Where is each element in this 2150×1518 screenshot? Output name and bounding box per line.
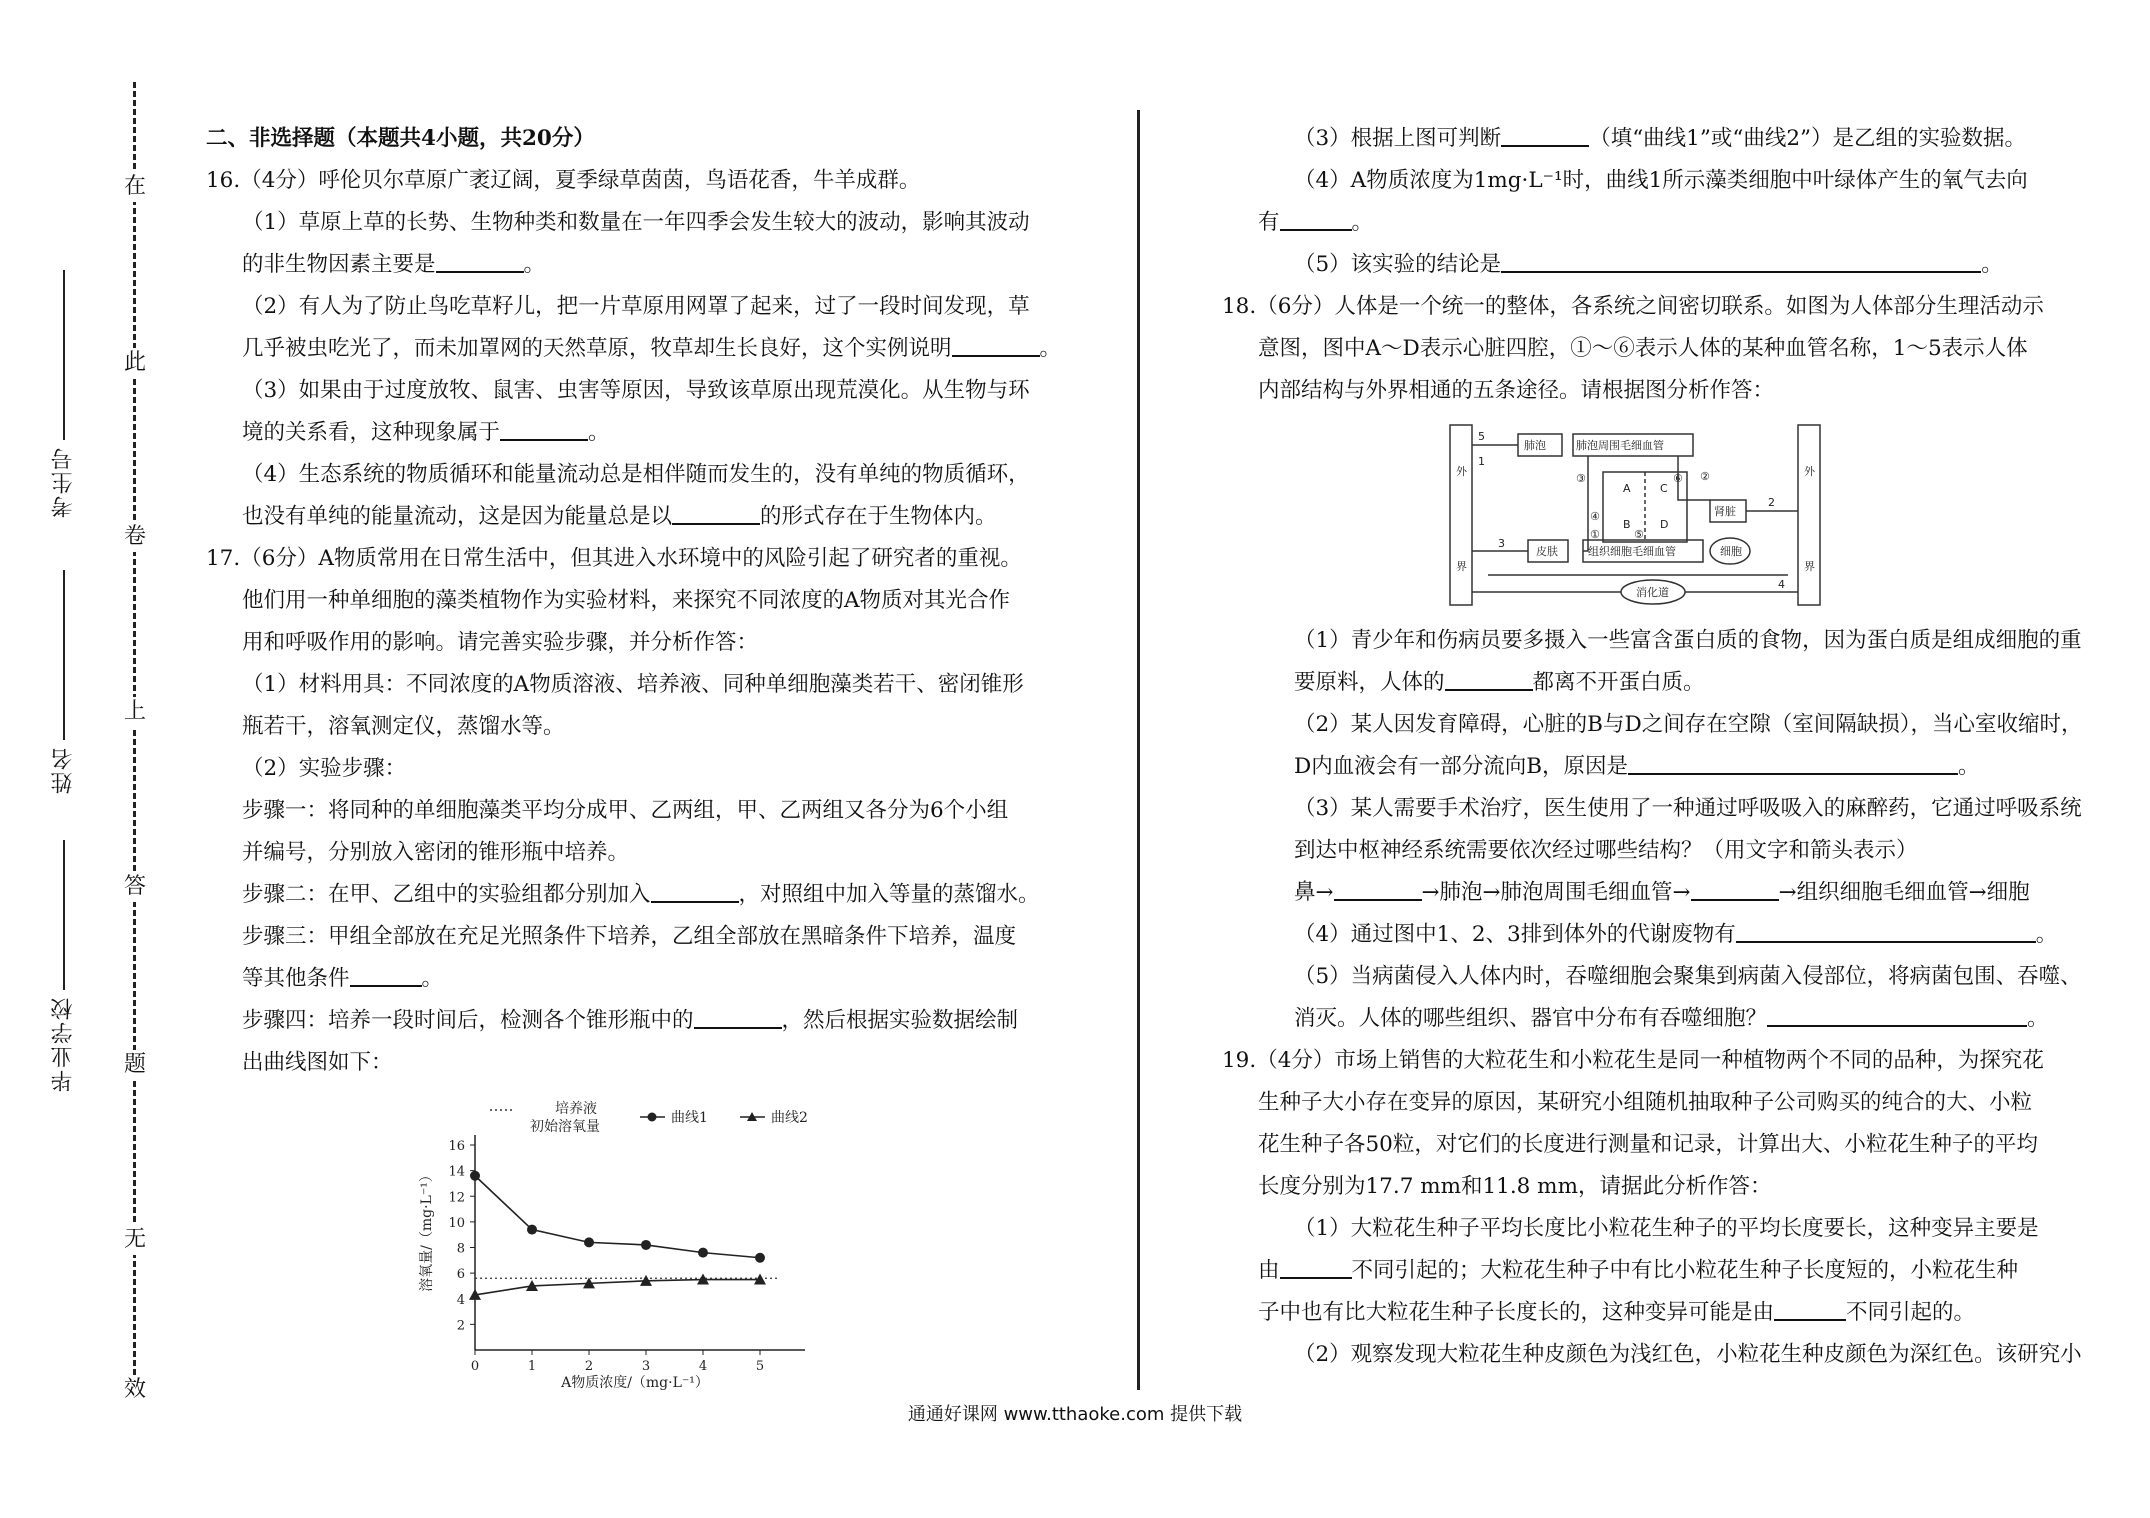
- chart-x-tick-label: 1: [527, 1359, 537, 1374]
- seal-char: 此: [120, 348, 150, 378]
- q17-stem-cont: 他们用一种单细胞的藻类植物作为实验材料，来探究不同浓度的A物质对其光合作: [242, 588, 1011, 613]
- q17-step1-cont: 并编号，分别放入密闭的锥形瓶中培养。: [242, 840, 630, 865]
- diagram-label: 1: [1478, 455, 1485, 468]
- q17-part5: （5）该实验的结论是 。: [1258, 244, 2078, 286]
- chart-y-tick-label: 16: [448, 1139, 465, 1154]
- question-16-stem: 16.（4分）呼伦贝尔草原广袤辽阔，夏季绿草茵茵，鸟语花香，牛羊成群。: [206, 168, 921, 193]
- exam-number-field[interactable]: [48, 270, 79, 518]
- q18-part3-cont: 到达中枢神经系统需要依次经过哪些结构？（用文字和箭头表示）: [1294, 838, 1918, 863]
- seal-char: 效: [120, 1375, 150, 1405]
- q19-part1-cont: 由 不同引起的；大粒花生种子中有比小粒花生种子长度短的，小粒花生种: [1258, 1250, 2078, 1292]
- chart-point-curve1: [584, 1237, 594, 1247]
- diagram-label: 界: [1804, 560, 1815, 573]
- seal-strip: [0, 0, 200, 1518]
- answer-blank[interactable]: [1280, 1253, 1352, 1279]
- chart-legend: [490, 1100, 808, 1135]
- q19-part1-cont: 子中也有比大粒花生种子长度长的，这种变异可能是由 不同引起的。: [1258, 1292, 2078, 1334]
- answer-blank[interactable]: [1334, 875, 1422, 901]
- diagram-label: B: [1623, 518, 1631, 531]
- q16-part1: （1）草原上草的长势、生物种类和数量在一年四季会发生较大的波动，影响其波动: [242, 210, 1030, 235]
- seal-char: 无: [120, 1225, 150, 1255]
- q17-stem-cont: 用和呼吸作用的影响。请完善实验步骤，并分析作答：: [242, 630, 759, 655]
- q18-part5-cont: 消灭。人体的哪些组织、器官中分布有吞噬细胞？ 。: [1258, 998, 2078, 1040]
- q17-part4-cont: 有 。: [1258, 202, 2078, 244]
- q17-step1: 步骤一：将同种的单细胞藻类平均分成甲、乙两组，甲、乙两组又各分为6个小组: [242, 798, 1009, 823]
- answer-blank[interactable]: [1767, 1001, 2027, 1027]
- diagram-label: 组织细胞毛细血管: [1588, 545, 1676, 558]
- chart-x-tick-label: 4: [698, 1359, 708, 1374]
- q17-step3-cont: 等其他条件 。: [206, 958, 1056, 1000]
- q16-part4-cont: 也没有单纯的能量流动，这是因为能量总是以 的形式存在于生物体内。: [206, 496, 1056, 538]
- diagram-label: C: [1660, 482, 1668, 495]
- diagram-label: 肾脏: [1714, 505, 1736, 518]
- diagram-label: ⑤: [1634, 528, 1644, 541]
- chart-y-tick-label: 6: [456, 1267, 465, 1283]
- q19-part2: （2）观察发现大粒花生种皮颜色为浅红色，小粒花生种皮颜色为深红色。该研究小: [1294, 1342, 2082, 1367]
- chart-point-curve1: [698, 1248, 708, 1258]
- q16-part2: （2）有人为了防止鸟吃草籽儿，把一片草原用网罩了起来，过了一段时间发现，草: [242, 294, 1030, 319]
- seal-char: 题: [120, 1050, 150, 1080]
- answer-blank[interactable]: [952, 331, 1040, 357]
- q16-part3-cont: 境的关系看，这种现象属于 。: [206, 412, 1056, 454]
- diagram-label: 细胞: [1720, 545, 1742, 558]
- question-19-stem: 19.（4分）市场上销售的大粒花生和小粒花生是同一种植物两个不同的品种，为探究花: [1222, 1048, 2044, 1073]
- oxygen-curve-chart: [415, 1095, 845, 1395]
- q17-step4: 步骤四：培养一段时间后，检测各个锥形瓶中的 ，然后根据实验数据绘制: [206, 1000, 1056, 1042]
- answer-blank[interactable]: [500, 415, 588, 441]
- q18-stem-cont: 内部结构与外界相通的五条途径。请根据图分析作答：: [1258, 378, 1775, 403]
- diagram-label: D: [1660, 518, 1669, 531]
- diagram-label: 2: [1768, 496, 1775, 509]
- chart-point-curve1: [641, 1240, 651, 1250]
- chart-point-curve1: [755, 1253, 765, 1263]
- diagram-label: 皮肤: [1536, 545, 1558, 558]
- answer-blank[interactable]: [694, 1003, 782, 1029]
- chart-y-tick-label: 4: [456, 1292, 465, 1308]
- answer-blank[interactable]: [672, 499, 760, 525]
- chart-axes: [448, 1135, 805, 1374]
- answer-blank[interactable]: [1691, 875, 1779, 901]
- diagram-label: ①: [1590, 528, 1600, 541]
- chart-y-tick-label: 12: [448, 1190, 465, 1206]
- legend-label: 培养液: [555, 1101, 597, 1117]
- column-divider: [1137, 110, 1140, 1390]
- legend-label: 初始溶氧量: [530, 1119, 600, 1135]
- diagram-label: A: [1623, 482, 1631, 495]
- right-column-lower: [1222, 620, 2083, 1376]
- outside-right-box: [1798, 425, 1820, 605]
- chart-point-curve1: [470, 1171, 480, 1181]
- q18-stem-cont: 意图，图中A～D表示心脏四腔，①～⑥表示人体的某种血管名称，1～5表示人体: [1258, 336, 2028, 361]
- diagram-label: 3: [1498, 537, 1505, 550]
- right-column: [1222, 118, 2078, 412]
- q16-part2-cont: 几乎被虫吃光了，而未加罩网的天然草原，牧草却生长良好，这个实例说明 。: [206, 328, 1056, 370]
- diagram-label: 肺泡: [1524, 439, 1546, 452]
- q16-part3: （3）如果由于过度放牧、鼠害、虫害等原因，导致该草原出现荒漠化。从生物与环: [242, 378, 1030, 403]
- answer-blank[interactable]: [1628, 749, 1958, 775]
- chart-x-tick-label: 2: [584, 1359, 594, 1374]
- diagram-label: 5: [1478, 430, 1485, 443]
- answer-blank[interactable]: [651, 877, 739, 903]
- answer-blank[interactable]: [1501, 247, 1981, 273]
- q18-part3: （3）某人需要手术治疗，医生使用了一种通过呼吸吸入的麻醉药，它通过呼吸系统: [1294, 796, 2082, 821]
- diagram-label: ②: [1700, 470, 1710, 483]
- physiology-diagram: [1448, 420, 1828, 610]
- chart-y-tick-label: 10: [448, 1215, 465, 1231]
- chart-x-tick-label: 0: [470, 1359, 480, 1374]
- q18-part2: （2）某人因发育障碍，心脏的B与D之间存在空隙（室间隔缺损），当心室收缩时，: [1294, 712, 2083, 737]
- chart-series-line: [475, 1280, 760, 1295]
- q17-part3: （3）根据上图可判断 （填“曲线1”或“曲线2”）是乙组的实验数据。: [1258, 118, 2078, 160]
- diagram-label: 4: [1778, 578, 1785, 591]
- q18-part5: （5）当病菌侵入人体内时，吞噬细胞会聚集到病菌入侵部位，将病菌包围、吞噬、: [1294, 964, 2082, 989]
- answer-blank[interactable]: [350, 961, 422, 987]
- q19-part1: （1）大粒花生种子平均长度比小粒花生种子的平均长度要长，这种变异主要是: [1294, 1216, 2039, 1241]
- chart-y-tick-label: 14: [448, 1164, 465, 1180]
- chart-series-line: [475, 1176, 760, 1258]
- q17-step2: 步骤二：在甲、乙组中的实验组都分别加入 ，对照组中加入等量的蒸馏水。: [206, 874, 1056, 916]
- diagram-label: ③: [1576, 472, 1586, 485]
- page-footer: 通通好课网 www.tthaoke.com 提供下载: [907, 1404, 1243, 1425]
- q18-part2-cont: D内血液会有一部分流向B，原因是 。: [1258, 746, 2078, 788]
- q17-part1-cont: 瓶若干，溶氧测定仪，蒸馏水等。: [242, 714, 565, 739]
- chart-y-tick-label: 8: [456, 1241, 465, 1257]
- q17-step3: 步骤三：甲组全部放在充足光照条件下培养，乙组全部放在黑暗条件下培养，温度: [242, 924, 1017, 949]
- chart-marks: [469, 1171, 780, 1300]
- answer-blank[interactable]: [1774, 1295, 1846, 1321]
- legend-label: 曲线1: [671, 1110, 708, 1126]
- chart-x-tick-label: 3: [641, 1359, 651, 1374]
- school-field[interactable]: [48, 840, 79, 1092]
- seal-char: 卷: [120, 522, 150, 552]
- question-17-stem: 17.（6分）A物质常用在日常生活中，但其进入水环境中的风险引起了研究者的重视。: [206, 546, 1022, 571]
- legend-label: 曲线2: [771, 1110, 808, 1126]
- seal-dashed-line: [133, 82, 136, 1402]
- outside-left-box: [1450, 425, 1472, 605]
- diagram-label: 界: [1456, 560, 1467, 573]
- name-label: 姓名: [51, 746, 76, 794]
- seal-char: 上: [120, 697, 150, 727]
- section-heading: 二、非选择题（本题共4小题，共20分）: [206, 126, 595, 151]
- seal-char: 在: [120, 172, 150, 202]
- q18-part1-cont: 要原料，人体的 都离不开蛋白质。: [1258, 662, 2078, 704]
- q17-part4: （4）A物质浓度为1mg·L⁻¹时，曲线1所示藻类细胞中叶绿体产生的氧气去向: [1294, 168, 2028, 193]
- chart-y-label: 溶氧量/（mg·L⁻¹）: [419, 1168, 435, 1292]
- answer-blank[interactable]: [1280, 205, 1352, 231]
- answer-blank[interactable]: [1501, 121, 1589, 147]
- diagram-label: 外: [1456, 465, 1467, 478]
- name-field[interactable]: [48, 570, 79, 794]
- q16-part4: （4）生态系统的物质循环和能量流动总是相伴随而发生的，没有单纯的物质循环，: [242, 462, 1030, 487]
- answer-blank[interactable]: [1445, 665, 1533, 691]
- q17-step4-cont: 出曲线图如下：: [242, 1050, 393, 1075]
- answer-blank[interactable]: [1736, 917, 2036, 943]
- seal-char: 答: [120, 872, 150, 902]
- chart-y-tick-label: 2: [456, 1318, 465, 1334]
- q18-part1: （1）青少年和伤病员要多摄入一些富含蛋白质的食物，因为蛋白质是组成细胞的重: [1294, 628, 2082, 653]
- q19-stem-cont: 生种子大小存在变异的原因，某研究小组随机抽取种子公司购买的纯合的大、小粒: [1258, 1090, 2033, 1115]
- q19-stem-cont: 花生种子各50粒，对它们的长度进行测量和记录，计算出大、小粒花生种子的平均: [1258, 1132, 2038, 1157]
- q16-part1-cont: 的非生物因素主要是 。: [206, 244, 1056, 286]
- left-column: [206, 118, 1062, 1084]
- diagram-label: 外: [1804, 465, 1815, 478]
- q17-part1: （1）材料用具：不同浓度的A物质溶液、培养液、同种单细胞藻类若干、密闭锥形: [242, 672, 1024, 697]
- chart-point-curve1: [527, 1225, 537, 1235]
- chart-x-tick-label: 5: [755, 1359, 765, 1374]
- diagram-label: ⑥: [1673, 472, 1683, 485]
- q18-part4: （4）通过图中1、2、3排到体外的代谢废物有 。: [1258, 914, 2078, 956]
- school-label: 毕业学校: [51, 996, 76, 1092]
- answer-blank[interactable]: [436, 247, 524, 273]
- question-18-stem: 18.（6分）人体是一个统一的整体，各系统之间密切联系。如图为人体部分生理活动示: [1222, 294, 2044, 319]
- chart-x-label: A物质浓度/（mg·L⁻¹）: [561, 1375, 709, 1391]
- diagram-label: 消化道: [1636, 586, 1669, 599]
- q18-part3-chain: 鼻→ →肺泡→肺泡周围毛细血管→ →组织细胞毛细血管→细胞: [1258, 872, 2078, 914]
- legend-series1-marker: [648, 1113, 657, 1122]
- diagram-label: ④: [1590, 510, 1600, 523]
- diagram-label: 肺泡周围毛细血管: [1576, 439, 1664, 452]
- q17-part2: （2）实验步骤：: [242, 756, 407, 781]
- exam-number-label: 考生号: [51, 446, 76, 518]
- q19-stem-cont: 长度分别为17.7 mm和11.8 mm，请据此分析作答：: [1258, 1174, 1772, 1199]
